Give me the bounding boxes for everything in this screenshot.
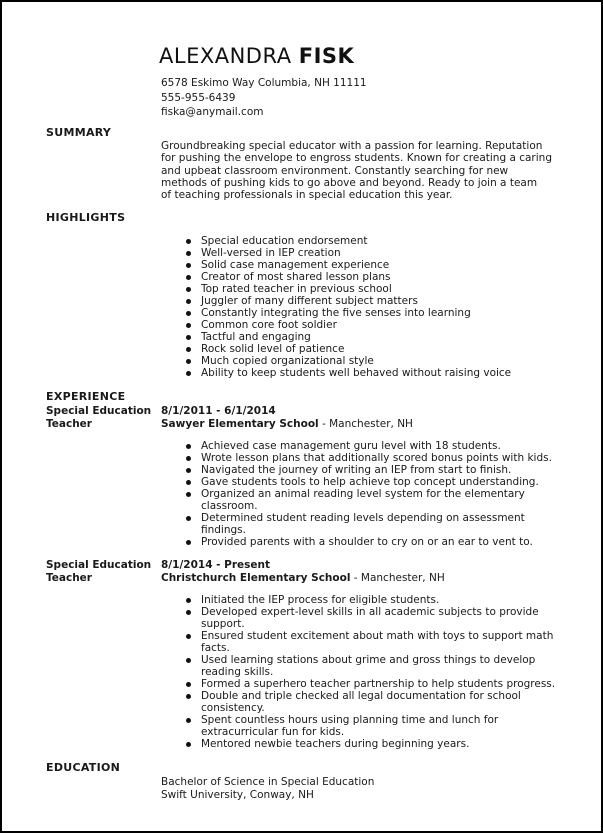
summary-text (161, 140, 561, 201)
bullet-icon (186, 371, 191, 376)
highlights-list (201, 235, 561, 379)
list-item: Double and triple checked all legal documentation for school consistency. (201, 690, 563, 714)
job-title: Special Education Teacher (46, 405, 152, 430)
list-item: Achieved case management guru level with 18 students. (201, 440, 563, 452)
employer-location: - Manchester, NH (318, 418, 413, 430)
bullet-icon (186, 598, 191, 603)
bullet-icon (186, 335, 191, 340)
list-item: Formed a superhero teacher partnership to help students progress. (201, 678, 563, 690)
summary-heading: SUMMARY (46, 126, 112, 139)
bullet-icon (186, 239, 191, 244)
bullet-icon (186, 323, 191, 328)
summary-line: and upbeat classroom environment. Constantly searching for new (161, 164, 509, 177)
bullet-icon (186, 540, 191, 545)
employer-location: - Manchester, NH (350, 572, 445, 584)
list-item: Gave students tools to help achieve top concept understanding. (201, 476, 563, 488)
job-title: Special Education Teacher (46, 559, 152, 584)
list-item: Determined student reading levels depending on assessment findings. (201, 512, 563, 536)
first-name: ALEXANDRA (159, 44, 292, 68)
job-dates: 8/1/2014 - Present (161, 559, 271, 571)
bullet-icon (186, 275, 191, 280)
list-item: Navigated the journey of writing an IEP from start to finish. (201, 464, 563, 476)
summary-line: for pushing the envelope to engross students. Known for creating a caring (161, 152, 552, 165)
bullet-icon (186, 299, 191, 304)
experience-heading: EXPERIENCE (46, 390, 126, 403)
list-item: Constantly integrating the five senses into learning (201, 307, 561, 319)
bullet-icon (186, 634, 191, 639)
list-item: Wrote lesson plans that additionally scored bonus points with kids. (201, 452, 563, 464)
list-item: Spent countless hours using planning time and lunch for extracurricular fun for kids. (201, 714, 563, 738)
summary-line: of teaching professionals in special education this year. (161, 189, 453, 202)
job-employer (161, 572, 445, 584)
bullet-icon (186, 694, 191, 699)
candidate-name (159, 44, 354, 68)
bullet-icon (186, 311, 191, 316)
list-item: Solid case management experience (201, 259, 561, 271)
list-item: Much copied organizational style (201, 355, 561, 367)
bullet-icon (186, 444, 191, 449)
employer-name: Sawyer Elementary School (161, 418, 319, 430)
job-duties-list (201, 594, 563, 750)
bullet-icon (186, 492, 191, 497)
address: 6578 Eskimo Way Columbia, NH 11111 (161, 77, 367, 89)
contact-info (161, 76, 367, 120)
bullet-icon (186, 347, 191, 352)
job-duties-list (201, 440, 563, 548)
bullet-icon (186, 682, 191, 687)
list-item: Ensured student excitement about math with toys to support math facts. (201, 630, 563, 654)
job-employer (161, 418, 413, 430)
list-item: Juggler of many different subject matters (201, 295, 561, 307)
list-item: Provided parents with a shoulder to cry on or an ear to vent to. (201, 536, 563, 548)
list-item: Organized an animal reading level system for the elementary classroom. (201, 488, 563, 512)
job-dates: 8/1/2011 - 6/1/2014 (161, 405, 276, 417)
email: fiska@anymail.com (161, 106, 264, 118)
bullet-icon (186, 718, 191, 723)
list-item: Ability to keep students well behaved without raising voice (201, 367, 561, 379)
list-item: Developed expert-level skills in all academic subjects to provide support. (201, 606, 563, 630)
university: Swift University, Conway, NH (161, 788, 314, 801)
bullet-icon (186, 516, 191, 521)
bullet-icon (186, 742, 191, 747)
bullet-icon (186, 456, 191, 461)
bullet-icon (186, 480, 191, 485)
education-entry (161, 776, 374, 801)
degree: Bachelor of Science in Special Education (161, 776, 375, 788)
bullet-icon (186, 359, 191, 364)
list-item: Common core foot soldier (201, 319, 561, 331)
bullet-icon (186, 610, 191, 615)
education-heading: EDUCATION (46, 761, 121, 774)
list-item: Creator of most shared lesson plans (201, 271, 561, 283)
highlights-heading: HIGHLIGHTS (46, 211, 126, 224)
list-item: Tactful and engaging (201, 331, 561, 343)
list-item: Special education endorsement (201, 235, 561, 247)
summary-line: methods of pushing kids to go above and beyond. Ready to join a team (161, 176, 538, 189)
last-name: FISK (298, 44, 355, 68)
employer-name: Christchurch Elementary School (161, 572, 351, 584)
list-item: Top rated teacher in previous school (201, 283, 561, 295)
list-item: Well-versed in IEP creation (201, 247, 561, 259)
list-item: Initiated the IEP process for eligible students. (201, 594, 563, 606)
bullet-icon (186, 658, 191, 663)
bullet-icon (186, 468, 191, 473)
phone: 555-955-6439 (161, 91, 236, 104)
list-item: Mentored newbie teachers during beginning years. (201, 738, 563, 750)
summary-line: Groundbreaking special educator with a passion for learning. Reputation (161, 140, 543, 152)
bullet-icon (186, 251, 191, 256)
bullet-icon (186, 263, 191, 268)
list-item: Used learning stations about grime and gross things to develop reading skills. (201, 654, 563, 678)
list-item: Rock solid level of patience (201, 343, 561, 355)
bullet-icon (186, 287, 191, 292)
